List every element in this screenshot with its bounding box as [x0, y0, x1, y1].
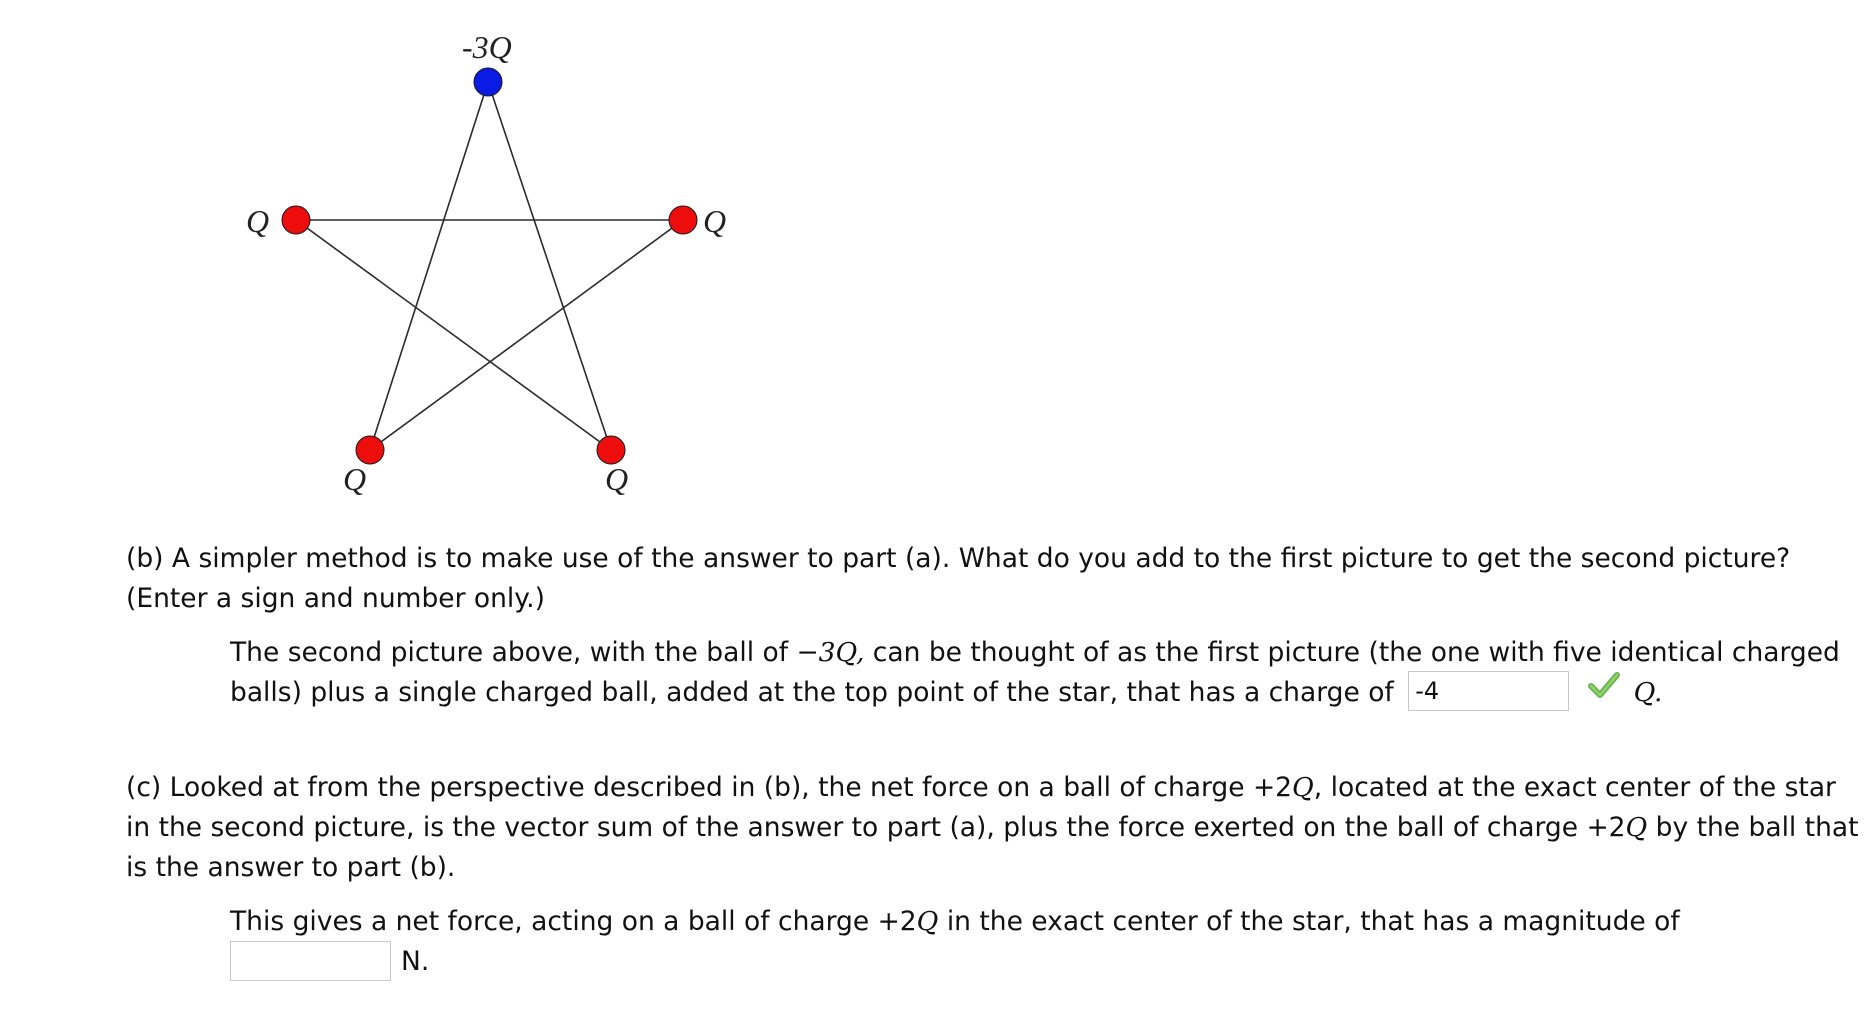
part-c-answer-text-a: This gives a net force, acting on a ball of charge +2 [230, 906, 917, 937]
part-b-charge-math: −3Q, [796, 637, 865, 668]
part-c-unit: N. [401, 946, 430, 977]
part-c-question-a: (c) Looked at from the perspective described in (b), the net force on a ball of charge +2 [126, 772, 1293, 803]
part-b-question-line2: (Enter a sign and number only.) [126, 583, 545, 614]
check-icon [1588, 671, 1620, 711]
top-charge-label: -3Q [462, 29, 512, 65]
charged-star-diagram [0, 0, 780, 520]
part-c-answer-text-b: in the exact center of the star, that has a magnitude of [938, 906, 1680, 937]
part-b-question-line1: (b) A simpler method is to make use of the answer to part (a). What do you add to the first picture to get the second picture? [126, 543, 1791, 574]
star-line-top-to-bottom-left [370, 82, 488, 450]
positive-charge-ball-bottom-right [597, 436, 625, 464]
negative-charge-ball-top [474, 68, 502, 96]
part-c-answer-input[interactable] [230, 941, 391, 981]
star-line-top-to-bottom-right [488, 82, 611, 450]
part-b-answer-sentence [230, 633, 1850, 713]
part-b-answer-input[interactable] [1408, 671, 1569, 711]
star-lines [296, 82, 683, 450]
part-b-answer-text-b: can be thought of as the first picture (the one with five identical charged balls) plus a single charged ball, added at the top point of the star, that has a charge of [230, 637, 1840, 708]
left-charge-label: Q [246, 203, 270, 239]
part-c-answer-sentence [230, 902, 1850, 982]
right-charge-label: Q [703, 203, 727, 239]
part-c-question [126, 768, 1866, 888]
bottom-right-charge-label: Q [605, 461, 629, 497]
part-b-unit: Q. [1633, 677, 1663, 708]
part-c-question-b: , located at the exact center of the star in the second picture, is the vector sum of the answer to part (a), plus the force exerted on the ball of charge +2 [126, 772, 1836, 843]
part-b-question [126, 539, 1846, 619]
positive-charge-ball-right [669, 206, 697, 234]
star-line-left-to-bottom-right [296, 220, 611, 450]
positive-charge-ball-bottom-left [356, 436, 384, 464]
part-c-q-symbol-1: Q [1292, 772, 1314, 803]
part-c-question-c: by the ball that is the answer to part (b). [126, 812, 1859, 883]
part-c-q-symbol-3: Q [916, 906, 939, 937]
part-b-answer-text-a: The second picture above, with the ball of [230, 637, 797, 668]
positive-charge-ball-left [282, 206, 310, 234]
part-c-q-symbol-2: Q [1625, 812, 1648, 843]
bottom-left-charge-label: Q [343, 461, 367, 497]
star-line-right-to-bottom-left [370, 220, 683, 450]
